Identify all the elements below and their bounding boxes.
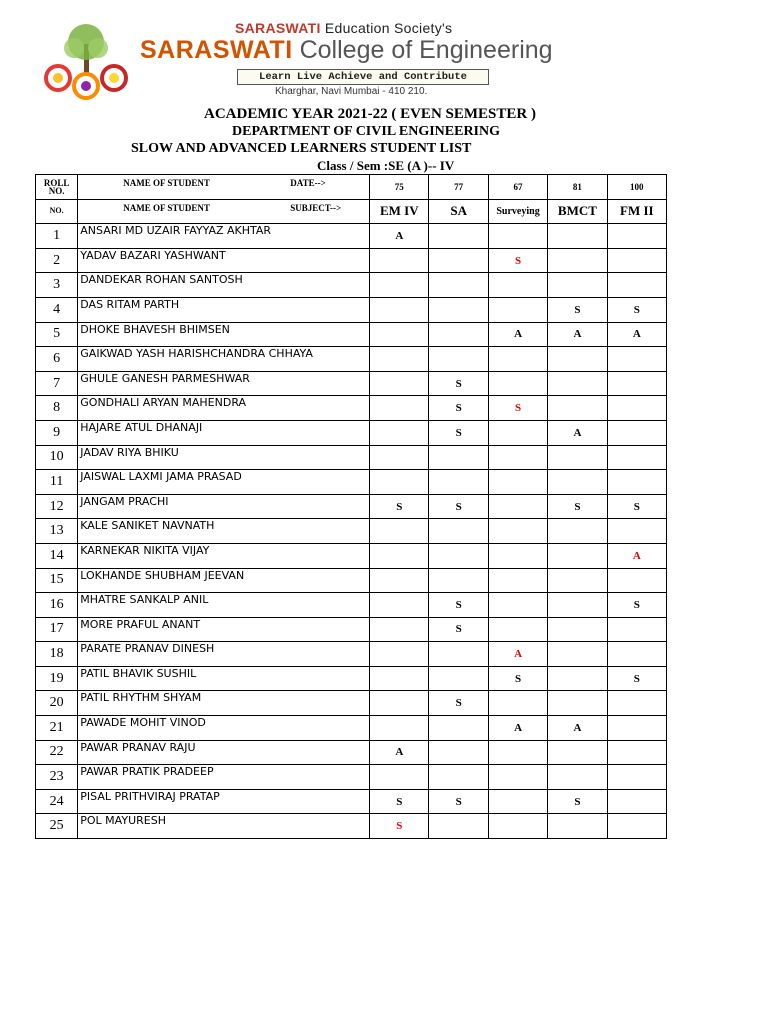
subject-cell: EM IV bbox=[370, 199, 429, 224]
roll-number: 14 bbox=[36, 543, 78, 568]
learner-mark bbox=[548, 224, 607, 249]
subject-header-row bbox=[36, 199, 667, 224]
learner-mark bbox=[370, 420, 429, 445]
learner-mark: S bbox=[607, 494, 666, 519]
student-name: JAISWAL LAXMI JAMA PRASAD bbox=[78, 470, 370, 495]
table-row bbox=[36, 568, 667, 593]
academic-year-title: ACADEMIC YEAR 2021-22 ( EVEN SEMESTER ) bbox=[204, 106, 536, 122]
table-row bbox=[36, 248, 667, 273]
learner-mark: S bbox=[429, 593, 488, 618]
learner-mark: S bbox=[370, 789, 429, 814]
learner-mark: A bbox=[370, 740, 429, 765]
learner-mark bbox=[429, 716, 488, 741]
student-name: ANSARI MD UZAIR FAYYAZ AKHTAR bbox=[78, 224, 370, 249]
learner-mark bbox=[607, 420, 666, 445]
roll-number: 22 bbox=[36, 740, 78, 765]
learner-mark bbox=[548, 248, 607, 273]
learner-mark: S bbox=[488, 666, 547, 691]
college-tagline: Learn Live Achieve and Contribute bbox=[237, 69, 489, 85]
roll-number: 19 bbox=[36, 666, 78, 691]
learner-mark bbox=[429, 519, 488, 544]
learner-mark bbox=[370, 691, 429, 716]
learner-mark bbox=[488, 273, 547, 298]
student-name: MHATRE SANKALP ANIL bbox=[78, 593, 370, 618]
table-row bbox=[36, 322, 667, 347]
learner-mark: S bbox=[429, 420, 488, 445]
learner-mark bbox=[370, 666, 429, 691]
roll-number: 18 bbox=[36, 642, 78, 667]
roll-number: 6 bbox=[36, 347, 78, 372]
learner-mark bbox=[429, 642, 488, 667]
learner-mark: A bbox=[488, 716, 547, 741]
learner-mark bbox=[548, 445, 607, 470]
learner-mark bbox=[607, 568, 666, 593]
date-cell: 100 bbox=[607, 175, 666, 200]
learner-mark bbox=[548, 666, 607, 691]
college-logo bbox=[40, 22, 132, 106]
learner-mark bbox=[370, 543, 429, 568]
learner-mark: S bbox=[429, 396, 488, 421]
learner-mark bbox=[548, 371, 607, 396]
learner-mark bbox=[607, 716, 666, 741]
table-row bbox=[36, 494, 667, 519]
student-name: PAWAR PRATIK PRADEEP bbox=[78, 765, 370, 790]
learner-mark bbox=[429, 814, 488, 839]
learner-mark bbox=[488, 224, 547, 249]
roll-number: 23 bbox=[36, 765, 78, 790]
roll-number: 25 bbox=[36, 814, 78, 839]
table-row bbox=[36, 716, 667, 741]
learner-mark bbox=[548, 347, 607, 372]
student-name: PAWAR PRANAV RAJU bbox=[78, 740, 370, 765]
department-title: DEPARTMENT OF CIVIL ENGINEERING bbox=[232, 124, 501, 139]
learner-mark bbox=[607, 224, 666, 249]
roll-number: 5 bbox=[36, 322, 78, 347]
learner-mark bbox=[488, 297, 547, 322]
learner-mark bbox=[548, 568, 607, 593]
learner-mark bbox=[429, 445, 488, 470]
student-name: MORE PRAFUL ANANT bbox=[78, 617, 370, 642]
learner-mark bbox=[370, 371, 429, 396]
learner-mark bbox=[548, 814, 607, 839]
learner-mark bbox=[607, 519, 666, 544]
learner-mark: S bbox=[488, 396, 547, 421]
learner-mark: A bbox=[548, 322, 607, 347]
learner-mark: A bbox=[607, 322, 666, 347]
learner-mark bbox=[429, 322, 488, 347]
learners-table bbox=[35, 174, 667, 839]
table-row bbox=[36, 593, 667, 618]
learner-mark bbox=[370, 322, 429, 347]
learner-mark bbox=[370, 568, 429, 593]
class-sem-title: Class / Sem :SE (A )-- IV bbox=[317, 158, 455, 173]
subject-cell: FM II bbox=[607, 199, 666, 224]
table-row bbox=[36, 814, 667, 839]
learner-mark bbox=[488, 543, 547, 568]
roll-number: 3 bbox=[36, 273, 78, 298]
learner-mark: S bbox=[548, 297, 607, 322]
learner-mark: A bbox=[548, 420, 607, 445]
student-name: GONDHALI ARYAN MAHENDRA bbox=[78, 396, 370, 421]
learner-mark bbox=[488, 593, 547, 618]
learner-mark: S bbox=[607, 593, 666, 618]
table-row bbox=[36, 420, 667, 445]
table-row bbox=[36, 543, 667, 568]
roll-number: 24 bbox=[36, 789, 78, 814]
table-row bbox=[36, 789, 667, 814]
name-subject-header bbox=[78, 199, 370, 224]
learner-mark bbox=[488, 740, 547, 765]
learner-mark bbox=[607, 445, 666, 470]
list-title: SLOW AND ADVANCED LEARNERS STUDENT LIST bbox=[131, 141, 472, 156]
learner-mark bbox=[429, 740, 488, 765]
learner-mark bbox=[488, 470, 547, 495]
learner-mark: S bbox=[607, 666, 666, 691]
learner-mark: A bbox=[548, 716, 607, 741]
learner-mark bbox=[548, 691, 607, 716]
learner-mark bbox=[607, 248, 666, 273]
learner-mark: S bbox=[370, 494, 429, 519]
subject-cell: Surveying bbox=[488, 199, 547, 224]
name-header: NAME OF STUDENT bbox=[123, 202, 210, 213]
learner-mark bbox=[607, 273, 666, 298]
learner-mark bbox=[548, 273, 607, 298]
learner-mark bbox=[370, 593, 429, 618]
learner-mark: A bbox=[370, 224, 429, 249]
learner-mark bbox=[429, 666, 488, 691]
table-row bbox=[36, 224, 667, 249]
learner-mark bbox=[370, 519, 429, 544]
table-row bbox=[36, 371, 667, 396]
student-name: JANGAM PRACHI bbox=[78, 494, 370, 519]
learner-mark bbox=[607, 396, 666, 421]
student-name: LOKHANDE SHUBHAM JEEVAN bbox=[78, 568, 370, 593]
table-row bbox=[36, 396, 667, 421]
subject-cell: BMCT bbox=[548, 199, 607, 224]
table-row bbox=[36, 470, 667, 495]
learner-mark bbox=[429, 568, 488, 593]
roll-number: 4 bbox=[36, 297, 78, 322]
learner-mark bbox=[607, 470, 666, 495]
roll-number: 11 bbox=[36, 470, 78, 495]
roll-number: 13 bbox=[36, 519, 78, 544]
roll-number: 2 bbox=[36, 248, 78, 273]
learner-mark bbox=[548, 470, 607, 495]
learner-mark bbox=[370, 248, 429, 273]
college-address: Kharghar, Navi Mumbai - 410 210. bbox=[275, 86, 428, 97]
learner-mark bbox=[548, 642, 607, 667]
society-name: SARASWATI Education Society's bbox=[235, 20, 453, 36]
student-name: DAS RITAM PARTH bbox=[78, 297, 370, 322]
table-row bbox=[36, 519, 667, 544]
student-name: GHULE GANESH PARMESHWAR bbox=[78, 371, 370, 396]
learner-mark: S bbox=[429, 371, 488, 396]
learner-mark bbox=[370, 273, 429, 298]
student-name: GAIKWAD YASH HARISHCHANDRA CHHAYA bbox=[78, 347, 370, 372]
learner-mark bbox=[370, 347, 429, 372]
table-row bbox=[36, 273, 667, 298]
learner-mark bbox=[488, 519, 547, 544]
learner-mark bbox=[429, 347, 488, 372]
learner-mark bbox=[607, 371, 666, 396]
learner-mark bbox=[488, 371, 547, 396]
learner-mark bbox=[548, 543, 607, 568]
learner-mark bbox=[370, 716, 429, 741]
learner-mark bbox=[370, 297, 429, 322]
date-cell: 75 bbox=[370, 175, 429, 200]
name-date-header bbox=[78, 175, 370, 200]
student-name: PATIL BHAVIK SUSHIL bbox=[78, 666, 370, 691]
name-header: NAME OF STUDENT bbox=[123, 178, 210, 188]
learner-mark bbox=[607, 347, 666, 372]
learner-mark bbox=[370, 617, 429, 642]
learner-mark: S bbox=[370, 814, 429, 839]
learner-mark bbox=[548, 519, 607, 544]
roll-number: 17 bbox=[36, 617, 78, 642]
subject-label: SUBJECT--> bbox=[290, 202, 342, 213]
learner-mark bbox=[429, 224, 488, 249]
student-name: KALE SANIKET NAVNATH bbox=[78, 519, 370, 544]
student-name: PISAL PRITHVIRAJ PRATAP bbox=[78, 789, 370, 814]
roll-number: 8 bbox=[36, 396, 78, 421]
student-name: PARATE PRANAV DINESH bbox=[78, 642, 370, 667]
learner-mark bbox=[429, 297, 488, 322]
learner-mark bbox=[488, 494, 547, 519]
learner-mark bbox=[488, 789, 547, 814]
table-row bbox=[36, 740, 667, 765]
learner-mark: S bbox=[488, 248, 547, 273]
learner-mark: S bbox=[429, 789, 488, 814]
student-name: JADAV RIYA BHIKU bbox=[78, 445, 370, 470]
learner-mark: S bbox=[607, 297, 666, 322]
learner-mark bbox=[488, 617, 547, 642]
student-name: DANDEKAR ROHAN SANTOSH bbox=[78, 273, 370, 298]
table-row bbox=[36, 666, 667, 691]
learner-mark bbox=[488, 445, 547, 470]
student-name: YADAV BAZARI YASHWANT bbox=[78, 248, 370, 273]
learner-mark: S bbox=[548, 789, 607, 814]
roll-number: 15 bbox=[36, 568, 78, 593]
learner-mark bbox=[548, 617, 607, 642]
learner-mark bbox=[370, 445, 429, 470]
learner-mark bbox=[488, 347, 547, 372]
college-name: SARASWATI College of Engineering bbox=[140, 36, 553, 64]
learner-mark bbox=[607, 740, 666, 765]
learner-mark bbox=[488, 420, 547, 445]
learner-mark bbox=[370, 642, 429, 667]
table-row bbox=[36, 691, 667, 716]
student-name: DHOKE BHAVESH BHIMSEN bbox=[78, 322, 370, 347]
student-name: PATIL RHYTHM SHYAM bbox=[78, 691, 370, 716]
learner-mark bbox=[429, 470, 488, 495]
date-cell: 81 bbox=[548, 175, 607, 200]
table-row bbox=[36, 297, 667, 322]
learner-mark bbox=[607, 814, 666, 839]
learner-mark bbox=[370, 470, 429, 495]
learner-mark bbox=[548, 593, 607, 618]
roll-number: 21 bbox=[36, 716, 78, 741]
roll-number: 10 bbox=[36, 445, 78, 470]
learner-mark bbox=[429, 765, 488, 790]
roll-header: NO. bbox=[36, 199, 78, 224]
student-name: HAJARE ATUL DHANAJI bbox=[78, 420, 370, 445]
roll-number: 1 bbox=[36, 224, 78, 249]
roll-number: 12 bbox=[36, 494, 78, 519]
student-name: KARNEKAR NIKITA VIJAY bbox=[78, 543, 370, 568]
student-name: PAWADE MOHIT VINOD bbox=[78, 716, 370, 741]
learner-mark: S bbox=[429, 617, 488, 642]
table-row bbox=[36, 617, 667, 642]
learner-mark: A bbox=[488, 322, 547, 347]
learner-mark bbox=[429, 543, 488, 568]
learner-mark bbox=[429, 273, 488, 298]
learner-mark bbox=[370, 765, 429, 790]
date-header-row bbox=[36, 175, 667, 200]
subject-cell: SA bbox=[429, 199, 488, 224]
learner-mark bbox=[488, 765, 547, 790]
learner-mark bbox=[488, 691, 547, 716]
learner-mark: A bbox=[607, 543, 666, 568]
table-row bbox=[36, 445, 667, 470]
learner-mark bbox=[607, 691, 666, 716]
learner-mark bbox=[488, 568, 547, 593]
learner-mark: S bbox=[548, 494, 607, 519]
roll-number: 7 bbox=[36, 371, 78, 396]
learner-mark bbox=[548, 396, 607, 421]
learner-mark bbox=[607, 789, 666, 814]
roll-number: 20 bbox=[36, 691, 78, 716]
table-row bbox=[36, 765, 667, 790]
table-row bbox=[36, 642, 667, 667]
roll-number: 16 bbox=[36, 593, 78, 618]
learner-mark: S bbox=[429, 691, 488, 716]
learner-mark: S bbox=[429, 494, 488, 519]
learner-mark: A bbox=[488, 642, 547, 667]
learner-mark bbox=[607, 765, 666, 790]
learner-mark bbox=[607, 642, 666, 667]
date-label: DATE--> bbox=[290, 178, 326, 188]
roll-header-top: ROLL NO. bbox=[36, 175, 78, 200]
learner-mark bbox=[548, 765, 607, 790]
date-cell: 67 bbox=[488, 175, 547, 200]
date-cell: 77 bbox=[429, 175, 488, 200]
student-name: POL MAYURESH bbox=[78, 814, 370, 839]
learner-mark bbox=[370, 396, 429, 421]
learner-mark bbox=[429, 248, 488, 273]
learner-mark bbox=[607, 617, 666, 642]
learner-mark bbox=[548, 740, 607, 765]
roll-number: 9 bbox=[36, 420, 78, 445]
table-row bbox=[36, 347, 667, 372]
learner-mark bbox=[488, 814, 547, 839]
